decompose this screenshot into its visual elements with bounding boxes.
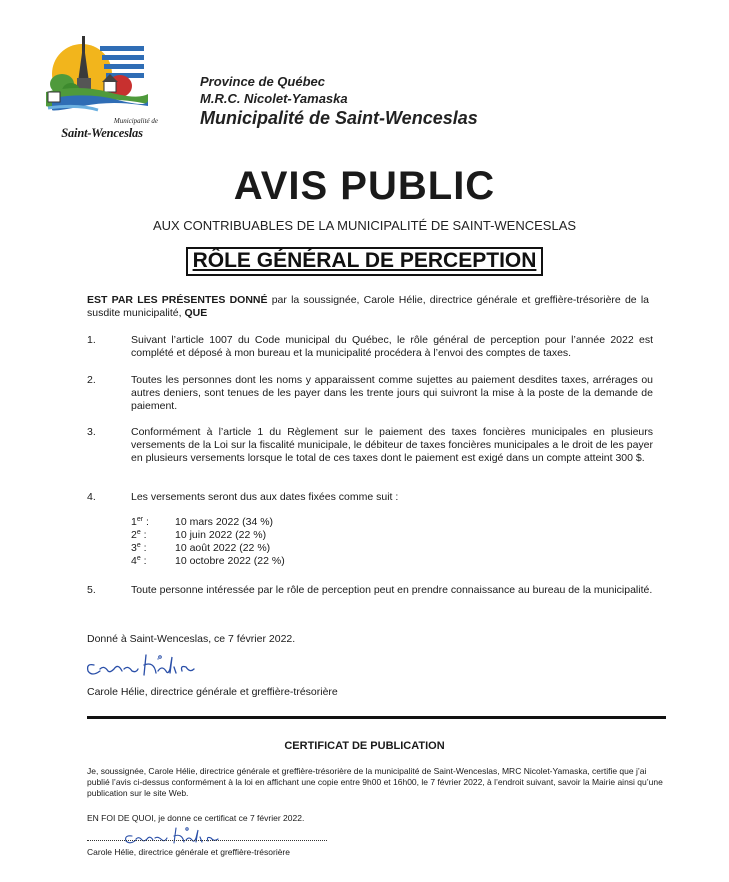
- item-number: 2.: [87, 374, 96, 386]
- schedule-ordinal: 3e :: [131, 542, 147, 554]
- schedule-value: 10 octobre 2022 (22 %): [175, 555, 285, 567]
- schedule-ordinal: 2e :: [131, 529, 147, 541]
- intro-bold: EST PAR LES PRÉSENTES DONNÉ: [87, 294, 268, 306]
- handwritten-signature: [84, 651, 204, 686]
- schedule-value: 10 août 2022 (22 %): [175, 542, 271, 554]
- item-number: 3.: [87, 426, 96, 438]
- header-municipality: Municipalité de Saint-Wenceslas: [200, 108, 478, 128]
- signature-line: [87, 840, 327, 841]
- logo-name: Saint-Wenceslas: [61, 126, 143, 140]
- header-mrc: M.R.C. Nicolet-Yamaska: [200, 91, 348, 106]
- certificate-title: CERTIFICAT DE PUBLICATION: [284, 740, 445, 752]
- logo-emblem-icon: [38, 34, 156, 126]
- item-text: Conformément à l’article 1 du Règlement sur le paiement des taxes foncières municipales en plusieurs versements de la Loi sur la fiscalité municipale, le débiteur de taxes foncières municipales a le droit de les payer en plusieurs versements lorsque le total de ces taxes dont le paiement est exigé dans un compte atteint 300 $.: [131, 426, 653, 464]
- schedule-value: 10 juin 2022 (22 %): [175, 529, 267, 541]
- notice-title: AVIS PUBLIC: [233, 164, 496, 208]
- item-text: Suivant l’article 1007 du Code municipal du Québec, le rôle général de perception pour l’année 2022 est complété et déposé à mon bureau et la municipalité procédera à l’envoi des comptes de taxes.: [131, 334, 653, 359]
- item-text: Toute personne intéressée par le rôle de perception peut en prendre connaissance au bureau de la municipalité.: [131, 584, 653, 596]
- item-number: 5.: [87, 584, 96, 596]
- schedule-ordinal: 1er :: [131, 516, 149, 528]
- notice-heading: RÔLE GÉNÉRAL DE PERCEPTION: [186, 247, 544, 276]
- municipality-logo: [38, 34, 156, 144]
- intro-end: QUE: [184, 307, 208, 319]
- certificate-foi: EN FOI DE QUOI, je donne ce certificat ce 7 février 2022.: [87, 813, 305, 823]
- logo-small-text: Municipalité de: [113, 117, 158, 125]
- item-text: Les versements seront dus aux dates fixées comme suit :: [131, 491, 399, 503]
- divider: [87, 716, 666, 719]
- item-number: 1.: [87, 334, 96, 346]
- signer-name: Carole Hélie, directrice générale et greffière-trésorière: [87, 686, 338, 698]
- item-text: Toutes les personnes dont les noms y apparaissent comme sujettes au paiement desdites taxes, arrérages ou autres deniers, sont tenues de les payer dans les trente jours qui suivront la mise à la poste de la demande de paiement.: [131, 374, 653, 412]
- intro-text: par la soussignée, Carole Hélie, directrice générale et greffière-trésorière de la susdite municipalité,: [87, 294, 650, 319]
- schedule-value: 10 mars 2022 (34 %): [175, 516, 274, 528]
- header-province: Province de Québec: [200, 74, 325, 89]
- certificate-text: Je, soussignée, Carole Hélie, directrice générale et greffière-trésorière de la municipalité de Saint-Wenceslas, MRC Nicolet-Yamaska, certifie que j’ai publié l’avis ci-dessus conformément à la loi en affichant une copie entre 9h00 et 16h00, le 7 février 2022, à l’endroit suivant, savoir la Mairie ainsi qu’une publication sur le site Web.: [87, 766, 663, 798]
- schedule-ordinal: 4e :: [131, 555, 147, 567]
- given-at: Donné à Saint-Wenceslas, ce 7 février 2022.: [87, 633, 296, 645]
- item-number: 4.: [87, 491, 96, 503]
- certificate-signer: Carole Hélie, directrice générale et greffière-trésorière: [87, 847, 290, 857]
- notice-subtitle: AUX CONTRIBUABLES DE LA MUNICIPALITÉ DE SAINT-WENCESLAS: [152, 218, 577, 233]
- intro-paragraph: [87, 294, 649, 320]
